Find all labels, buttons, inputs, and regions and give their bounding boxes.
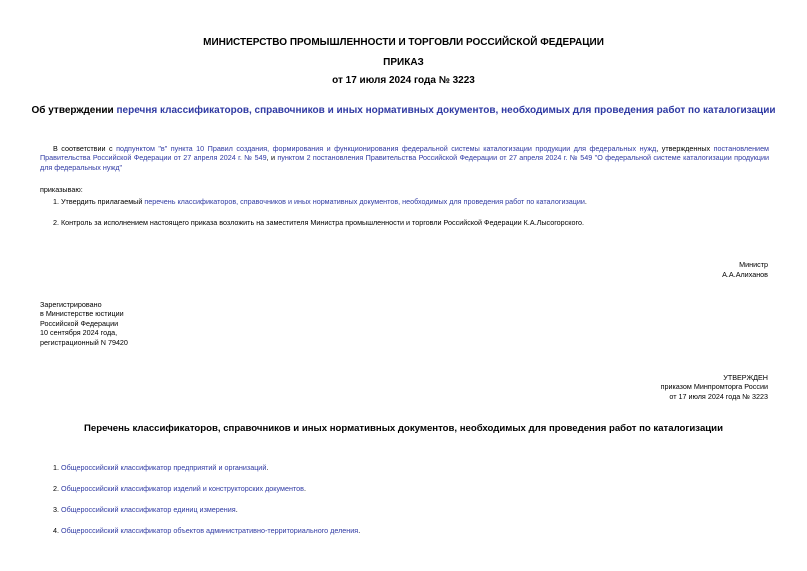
list-item-number: 1. <box>53 463 61 472</box>
approval-line: УТВЕРЖДЕН <box>723 373 768 382</box>
list-item-link[interactable]: Общероссийский классификатор предприятий и организаций <box>61 463 267 472</box>
registration-line: регистрационный N 79420 <box>40 337 128 347</box>
doc-type-heading: ПРИКАЗ <box>383 57 424 68</box>
list-item <box>53 484 306 493</box>
preamble-text-2: , утвержденных <box>656 144 714 153</box>
title-prefix: Об утверждении <box>31 105 117 116</box>
list-item-link[interactable]: Общероссийский классификатор объектов административно-территориального деления <box>61 526 359 535</box>
title-link[interactable]: перечня классификаторов, справочников и иных нормативных документов, необходимых для проведения работ по каталогизации <box>116 105 776 116</box>
list-item <box>53 505 238 514</box>
list-item <box>53 463 268 472</box>
registration-line: 10 сентября 2024 года, <box>40 328 118 338</box>
doc-date-number: от 17 июля 2024 года № 3223 <box>332 75 475 86</box>
ministry-heading: МИНИСТЕРСТВО ПРОМЫШЛЕННОСТИ И ТОРГОВЛИ РОССИЙСКОЙ ФЕДЕРАЦИИ <box>203 37 604 48</box>
list-item-end: . <box>266 463 269 472</box>
order-item-2: 2. Контроль за исполнением настоящего приказа возложить на заместителя Министра промышленности и торговли Российской Федерации К.А.Лысогорского. <box>53 218 584 227</box>
approval-block <box>661 373 768 401</box>
list-item <box>53 526 360 535</box>
preamble-link-clause-2[interactable]: пунктом 2 постановления Правительства Российской Федерации от 27 апреля 2024 г. № 549 "О федеральной системе каталогизации продукции для федеральных нужд" <box>40 153 769 172</box>
preamble-link-subclause[interactable]: подпунктом "в" пункта 10 Правил создания, формирования и функционирования федеральной системы каталогизации продукции для федеральных нужд <box>116 144 657 153</box>
list-item-link[interactable]: Общероссийский классификатор изделий и конструкторских документов <box>61 484 304 493</box>
order-item-1-link[interactable]: перечень классификаторов, справочников и иных нормативных документов, необходимых для проведения работ по каталогизации <box>144 197 585 206</box>
preamble-link-resolution[interactable]: постановлением Правительства Российской Федерации от 27 апреля 2024 г. № 549 <box>40 144 770 163</box>
approval-line: от 17 июля 2024 года № 3223 <box>669 391 768 401</box>
signature-name: А.А.Алиханов <box>722 270 768 279</box>
registration-line: Зарегистрировано <box>40 300 102 309</box>
registration-line: в Министерстве юстиции <box>40 309 124 319</box>
list-item-link[interactable]: Общероссийский классификатор единиц измерения <box>61 505 236 514</box>
order-item-1-suffix: . <box>584 197 587 206</box>
page-title <box>0 105 807 116</box>
list-title: Перечень классификаторов, справочников и иных нормативных документов, необходимых для проведения работ по каталогизации <box>84 423 723 434</box>
list-item-end: . <box>303 484 306 493</box>
list-item-end: . <box>235 505 238 514</box>
registration-line: Российской Федерации <box>40 318 119 328</box>
registration-block <box>40 300 128 347</box>
list-item-number: 3. <box>53 505 61 514</box>
list-item-end: . <box>358 526 361 535</box>
list-item-number: 4. <box>53 526 61 535</box>
order-item-1 <box>53 197 769 206</box>
order-item-1-prefix: 1. Утвердить прилагаемый <box>53 197 145 206</box>
approval-line: приказом Минпромторга России <box>660 382 768 392</box>
preamble-text-1: В соответствии с <box>53 144 117 153</box>
preamble-text-3: , и <box>266 153 278 163</box>
orders-text: приказываю: <box>40 185 83 194</box>
signature-position: Министр <box>739 260 768 269</box>
preamble-paragraph <box>40 144 769 172</box>
list-item-number: 2. <box>53 484 61 493</box>
